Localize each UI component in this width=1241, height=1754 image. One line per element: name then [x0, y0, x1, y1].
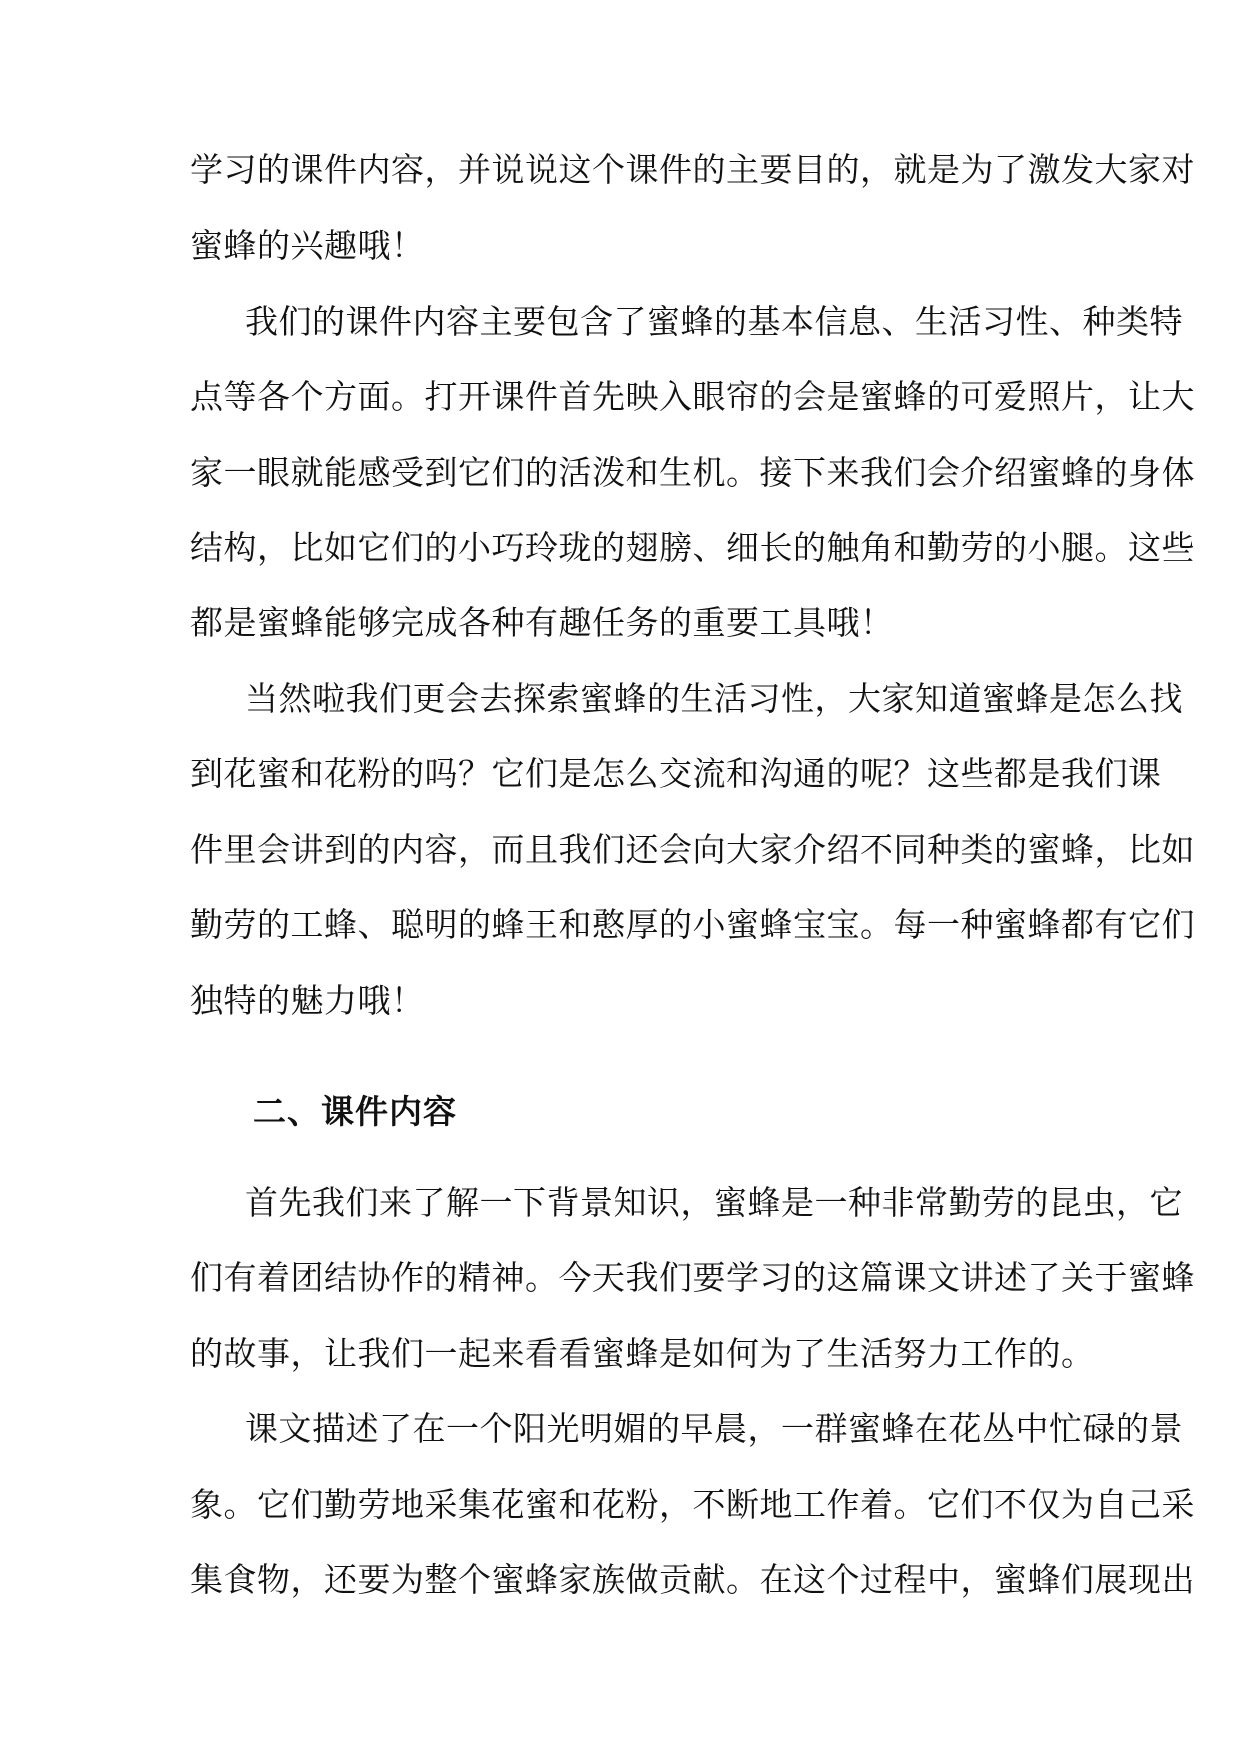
section-paragraph-1-line-2: 们有着团结协作的精神。今天我们要学习的这篇课文讲述了关于蜜蜂 [190, 1258, 1195, 1297]
section-heading: 二、课件内容 [253, 1092, 457, 1131]
section-paragraph-1-line-1: 首先我们来了解一下背景知识，蜜蜂是一种非常勤劳的昆虫，它 [245, 1183, 1183, 1222]
section-paragraph-2-line-3: 集食物，还要为整个蜜蜂家族做贡献。在这个过程中，蜜蜂们展现出 [190, 1560, 1195, 1599]
paragraph-2-line-1: 我们的课件内容主要包含了蜜蜂的基本信息、生活习性、种类特 [245, 302, 1183, 341]
paragraph-1-line-2: 蜜蜂的兴趣哦！ [190, 226, 425, 265]
paragraph-3-line-5: 独特的魅力哦！ [190, 981, 425, 1020]
section-paragraph-2-line-1: 课文描述了在一个阳光明媚的早晨，一群蜜蜂在花丛中忙碌的景 [245, 1409, 1183, 1448]
paragraph-3-line-3: 件里会讲到的内容，而且我们还会向大家介绍不同种类的蜜蜂，比如 [190, 830, 1195, 869]
section-paragraph-2-line-2: 象。它们勤劳地采集花蜜和花粉，不断地工作着。它们不仅为自己采 [190, 1485, 1195, 1524]
paragraph-2-line-4: 结构，比如它们的小巧玲珑的翅膀、细长的触角和勤劳的小腿。这些 [190, 528, 1195, 567]
paragraph-1-line-1: 学习的课件内容，并说说这个课件的主要目的，就是为了激发大家对 [190, 150, 1195, 189]
paragraph-2-line-5: 都是蜜蜂能够完成各种有趣任务的重要工具哦！ [190, 603, 894, 642]
section-paragraph-1-line-3: 的故事，让我们一起来看看蜜蜂是如何为了生活努力工作的。 [190, 1334, 1095, 1373]
paragraph-3-line-1: 当然啦我们更会去探索蜜蜂的生活习性，大家知道蜜蜂是怎么找 [245, 679, 1183, 718]
paragraph-2-line-3: 家一眼就能感受到它们的活泼和生机。接下来我们会介绍蜜蜂的身体 [190, 453, 1195, 492]
paragraph-3-line-4: 勤劳的工蜂、聪明的蜂王和憨厚的小蜜蜂宝宝。每一种蜜蜂都有它们 [190, 905, 1195, 944]
paragraph-2-line-2: 点等各个方面。打开课件首先映入眼帘的会是蜜蜂的可爱照片，让大 [190, 377, 1195, 416]
paragraph-3-line-2: 到花蜜和花粉的吗？它们是怎么交流和沟通的呢？这些都是我们课 [190, 754, 1162, 793]
